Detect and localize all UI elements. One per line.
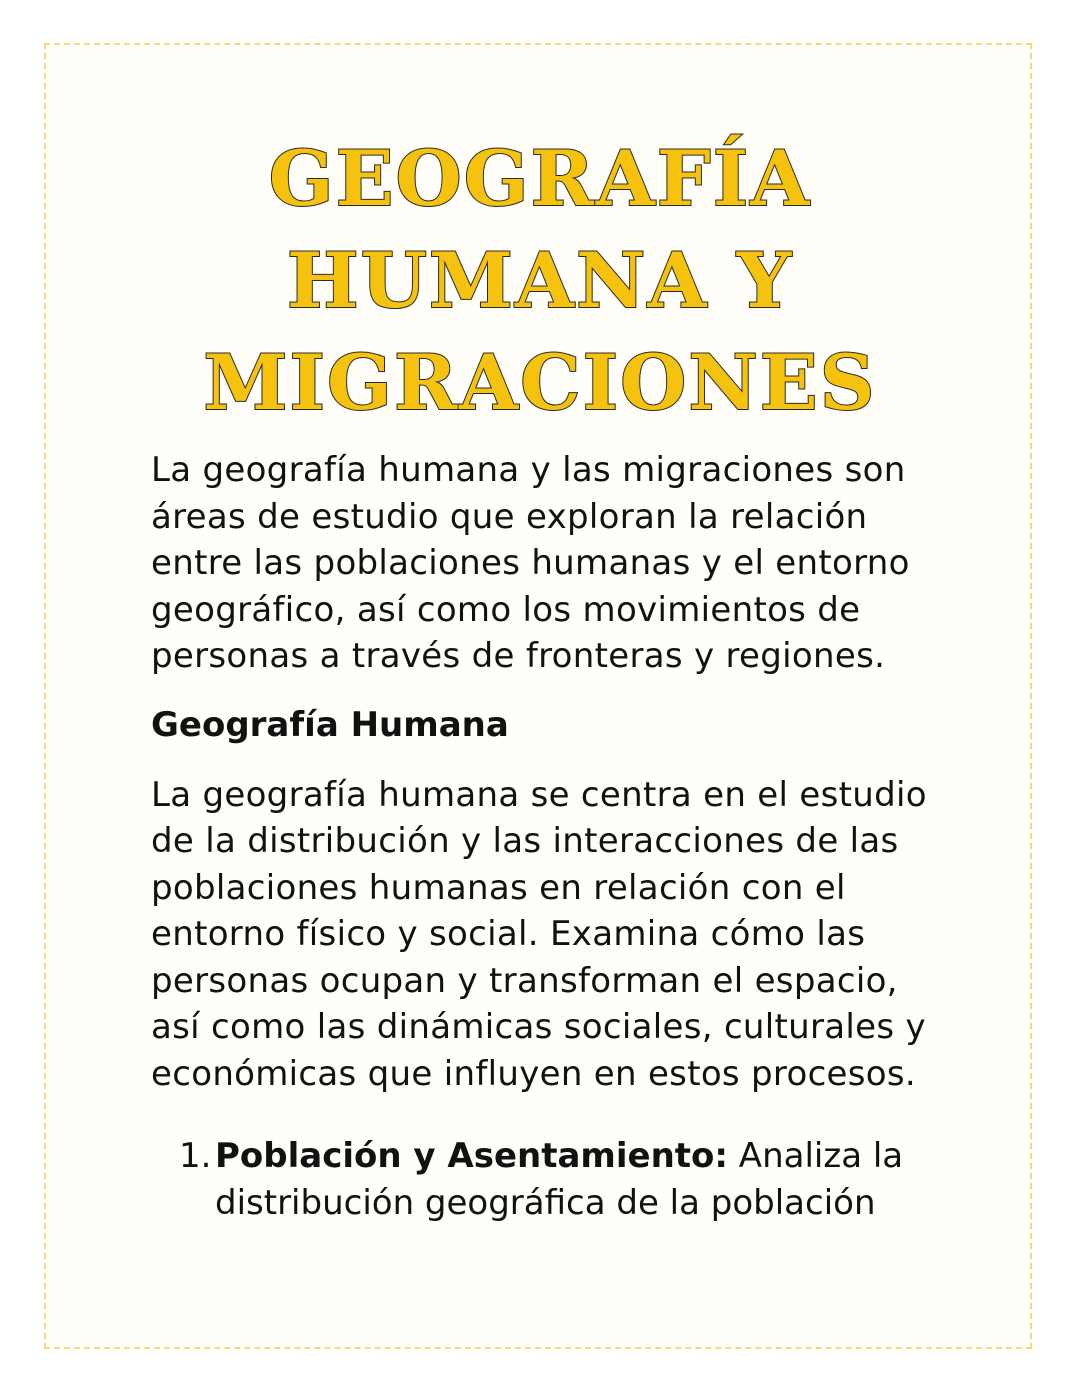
numbered-list [151, 1133, 951, 1226]
page-title [0, 128, 1080, 434]
section-paragraph: La geografía humana se centra en el estudio de la distribución y las interacciones de las poblaciones humanas en relación con el entorno físico y social. Examina cómo las personas ocupan y transforman el espacio, así como las dinámicas sociales, culturales y económicas que influyen en estos procesos. [151, 774, 927, 1094]
list-item-term: Población y Asentamiento: [215, 1136, 728, 1176]
list-item-number: 1. [179, 1136, 212, 1176]
intro-paragraph: La geografía humana y las migraciones son áreas de estudio que exploran la relación entre las poblaciones humanas y el entorno geográfico, así como los movimientos de personas a través de fronteras y regiones. [151, 450, 910, 676]
section-heading: Geografía Humana [151, 704, 509, 745]
title-line-3: MIGRACIONES [203, 338, 877, 427]
list-item [151, 1133, 951, 1226]
title-line-1: GEOGRAFÍA [268, 134, 812, 223]
list-item-text: Analiza la distribución geográfica de la población [215, 1136, 904, 1223]
document-body [151, 447, 951, 1226]
title-line-2: HUMANA Y [286, 236, 794, 325]
